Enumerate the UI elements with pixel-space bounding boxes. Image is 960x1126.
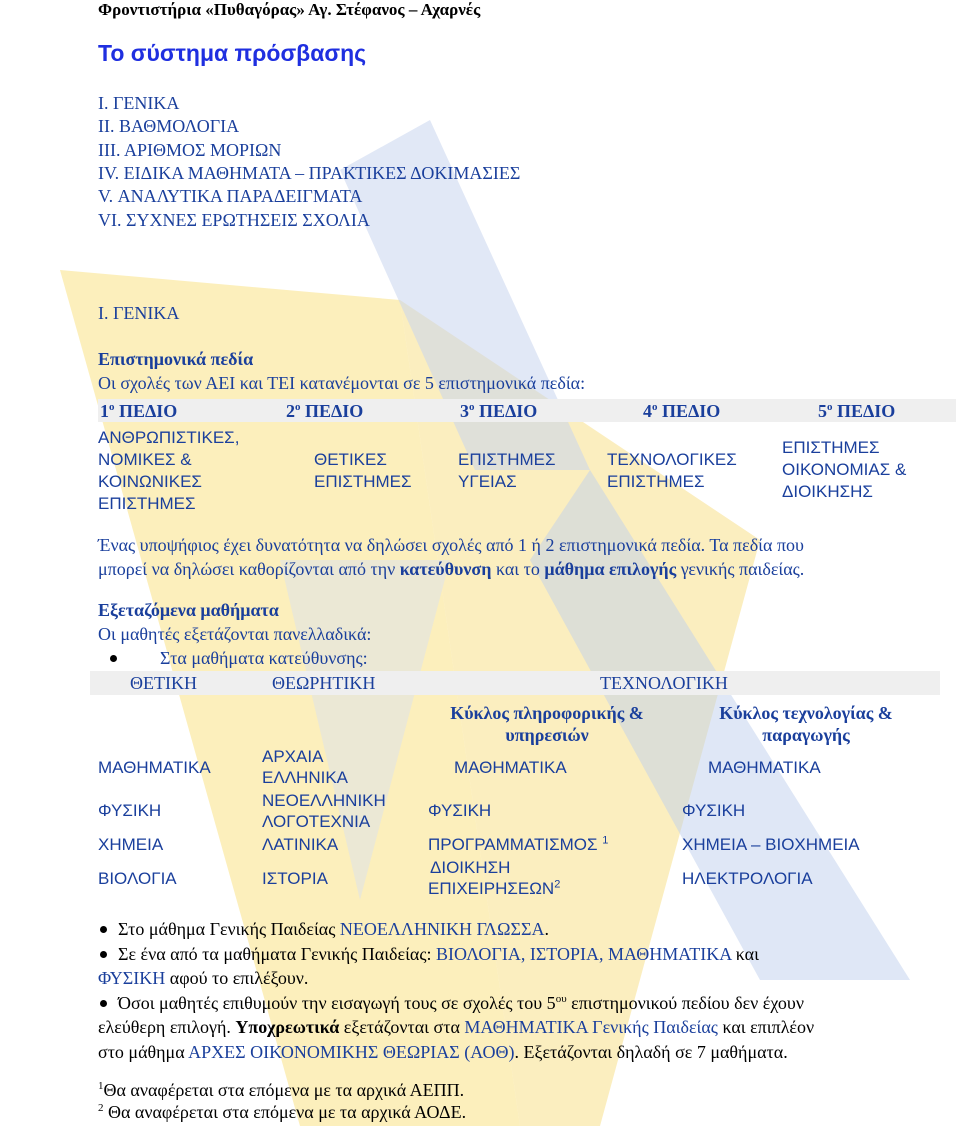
subject-cell: ΦΥΣΙΚΗ	[98, 801, 162, 820]
field-4-description: ΤΕΧΝΟΛΟΓΙΚΕΣ ΕΠΙΣΤΗΜΕΣ	[607, 450, 737, 491]
field-3-description: ΕΠΙΣΤΗΜΕΣ ΥΓΕΙΑΣ	[458, 450, 556, 491]
exams-intro: Οι μαθητές εξετάζονται πανελλαδικά:	[98, 624, 372, 644]
bullet-icon	[110, 655, 117, 662]
toc-item: V. ΑΝΑΛΥΤΙΚΑ ΠΑΡΑΔΕΙΓΜΑΤΑ	[98, 186, 363, 206]
subject-cell: ΙΣΤΟΡΙΑ	[262, 869, 328, 888]
field-2-header: $2^o$ ΠΕΔΙΟ	[286, 401, 364, 421]
bullet-text: Όσοι μαθητές επιθυμούν την εισαγωγή τους σε σχολές του $5^{o\upsilon}$ επιστημονικού πεδίου δεν έχουν	[118, 993, 804, 1013]
subject-cell: ΒΙΟΛΟΓΙΑ	[98, 869, 177, 888]
subject-cell: ΗΛΕΚΤΡΟΛΟΓΙΑ	[682, 869, 813, 888]
bullet-icon	[100, 926, 107, 933]
field-5-header: $5^o$ ΠΕΔΙΟ	[818, 401, 896, 421]
subject-cell: ΛΑΤΙΝΙΚΑ	[262, 835, 339, 854]
bullet-text-continued: ΦΥΣΙΚΗ αφού το επιλέξουν.	[98, 968, 309, 988]
direction-technologiki: ΤΕΧΝΟΛΟΓΙΚΗ	[600, 673, 728, 693]
subject-cell: ΧΗΜΕΙΑ – ΒΙΟΧΗΜΕΙΑ	[682, 835, 860, 854]
subject-cell: ΜΑΘΗΜΑΤΙΚΑ	[454, 758, 567, 777]
bullet-icon	[100, 1000, 107, 1007]
field-4-header: $4^o$ ΠΕΔΙΟ	[643, 401, 721, 421]
cycle2-header: Κύκλος τεχνολογίας & παραγωγής	[719, 703, 893, 745]
cycle1-header: Κύκλος πληροφορικής & υπηρεσιών	[450, 703, 644, 745]
field-1-header: $1^o$ ΠΕΔΙΟ	[100, 401, 178, 421]
page-title: Το σύστημα πρόσβασης	[98, 40, 367, 66]
fields-header-row	[98, 399, 956, 422]
exams-heading: Εξεταζόμενα μαθήματα	[98, 600, 279, 620]
field-3-header: $3^o$ ΠΕΔΙΟ	[460, 401, 538, 421]
field-5-description: ΕΠΙΣΤΗΜΕΣ ΟΙΚΟΝΟΜΙΑΣ & ΔΙΟΙΚΗΣΗΣ	[782, 438, 907, 501]
field-1-description: ΑΝΘΡΩΠΙΣΤΙΚΕΣ, ΝΟΜΙΚΕΣ & ΚΟΙΝΩΝΙΚΕΣ ΕΠΙΣΤΗΜΕΣ	[98, 428, 240, 513]
footnote: $^1$Θα αναφέρεται στα επόμενα με τα αρχικά ΑΕΠΠ.	[98, 1080, 465, 1100]
bullet-icon	[100, 951, 107, 958]
subject-cell: ΜΑΘΗΜΑΤΙΚΑ	[98, 758, 211, 777]
toc-item: ΙΙΙ. ΑΡΙΘΜΟΣ ΜΟΡΙΩΝ	[98, 140, 282, 160]
subject-cell: ΦΥΣΙΚΗ	[682, 801, 746, 820]
bullet-text: Στο μάθημα Γενικής Παιδείας ΝΕΟΕΛΛΗΝΙΚΗ ΓΛΩΣΣΑ.	[118, 919, 549, 939]
direction-thetiki: ΘΕΤΙΚΗ	[130, 673, 197, 693]
fields-heading: Επιστημονικά πεδία	[98, 349, 254, 369]
toc-item: ΙV. ΕΙΔΙΚΑ ΜΑΘΗΜΑΤΑ – ΠΡΑΚΤΙΚΕΣ ΔΟΚΙΜΑΣΙΕΣ	[98, 163, 521, 183]
fields-paragraph-line1: Ένας υποψήφιος έχει δυνατότητα να δηλώσει σχολές από 1 ή 2 επιστημονικά πεδία. Τα πεδία που	[98, 535, 804, 555]
page-header: Φροντιστήρια «Πυθαγόρας» Αγ. Στέφανος – Αχαρνές	[98, 0, 481, 19]
direction-theoritiki: ΘΕΩΡΗΤΙΚΗ	[272, 673, 376, 693]
fields-paragraph-line2: μπορεί να δηλώσει καθορίζονται από την κατεύθυνση και το μάθημα επιλογής γενικής παιδείας.	[98, 559, 805, 579]
subject-cell: ΦΥΣΙΚΗ	[428, 801, 492, 820]
toc-item: Ι. ΓΕΝΙΚΑ	[98, 93, 180, 113]
field-2-description: ΘΕΤΙΚΕΣ ΕΠΙΣΤΗΜΕΣ	[314, 450, 412, 491]
directions-header-row	[90, 671, 940, 695]
bullet-text-continued: στο μάθημα ΑΡΧΕΣ ΟΙΚΟΝΟΜΙΚΗΣ ΘΕΩΡΙΑΣ (ΑΟΘ). Εξετάζονται δηλαδή σε 7 μαθήματα.	[98, 1042, 788, 1062]
footnote: $^2$ Θα αναφέρεται στα επόμενα με τα αρχικά ΑΟΔΕ.	[98, 1102, 467, 1122]
subject-cell: ΧΗΜΕΙΑ	[98, 835, 164, 854]
fields-intro: Οι σχολές των ΑΕΙ και ΤΕΙ κατανέμονται σε 5 επιστημονικά πεδία:	[98, 373, 586, 393]
section-heading: Ι. ΓΕΝΙΚΑ	[98, 303, 180, 323]
subject-cell: ΝΕΟΕΛΛΗΝΙΚΗ ΛΟΓΟΤΕΧΝΙΑ	[262, 791, 386, 831]
subject-cell: ΑΡΧΑΙΑ ΕΛΛΗΝΙΚΑ	[262, 747, 349, 787]
subject-cell: ΠΡΟΓΡΑΜΜΑΤΙΣΜΟΣ $^1$	[428, 834, 609, 854]
bullet-text: Σε ένα από τα μαθήματα Γενικής Παιδείας: ΒΙΟΛΟΓΙΑ, ΙΣΤΟΡΙΑ, ΜΑΘΗΜΑΤΙΚΑ και	[118, 944, 759, 964]
bullet-text-continued: ελεύθερη επιλογή. Υποχρεωτικά εξετάζονται στα ΜΑΘΗΜΑΤΙΚΑ Γενικής Παιδείας και επιπλέον	[98, 1017, 815, 1037]
direction-bullet-text: Στα μαθήματα κατεύθυνσης:	[160, 648, 368, 668]
toc-item: VΙ. ΣΥΧΝΕΣ ΕΡΩΤΗΣΕΙΣ ΣΧΟΛΙΑ	[98, 210, 370, 230]
subject-cell: ΜΑΘΗΜΑΤΙΚΑ	[708, 758, 821, 777]
toc-item: ΙΙ. ΒΑΘΜΟΛΟΓΙΑ	[98, 116, 240, 136]
subject-cell: ΔΙΟΙΚΗΣΗ ΕΠΙΧΕΙΡΗΣΕΩΝ$^2$	[428, 858, 561, 898]
